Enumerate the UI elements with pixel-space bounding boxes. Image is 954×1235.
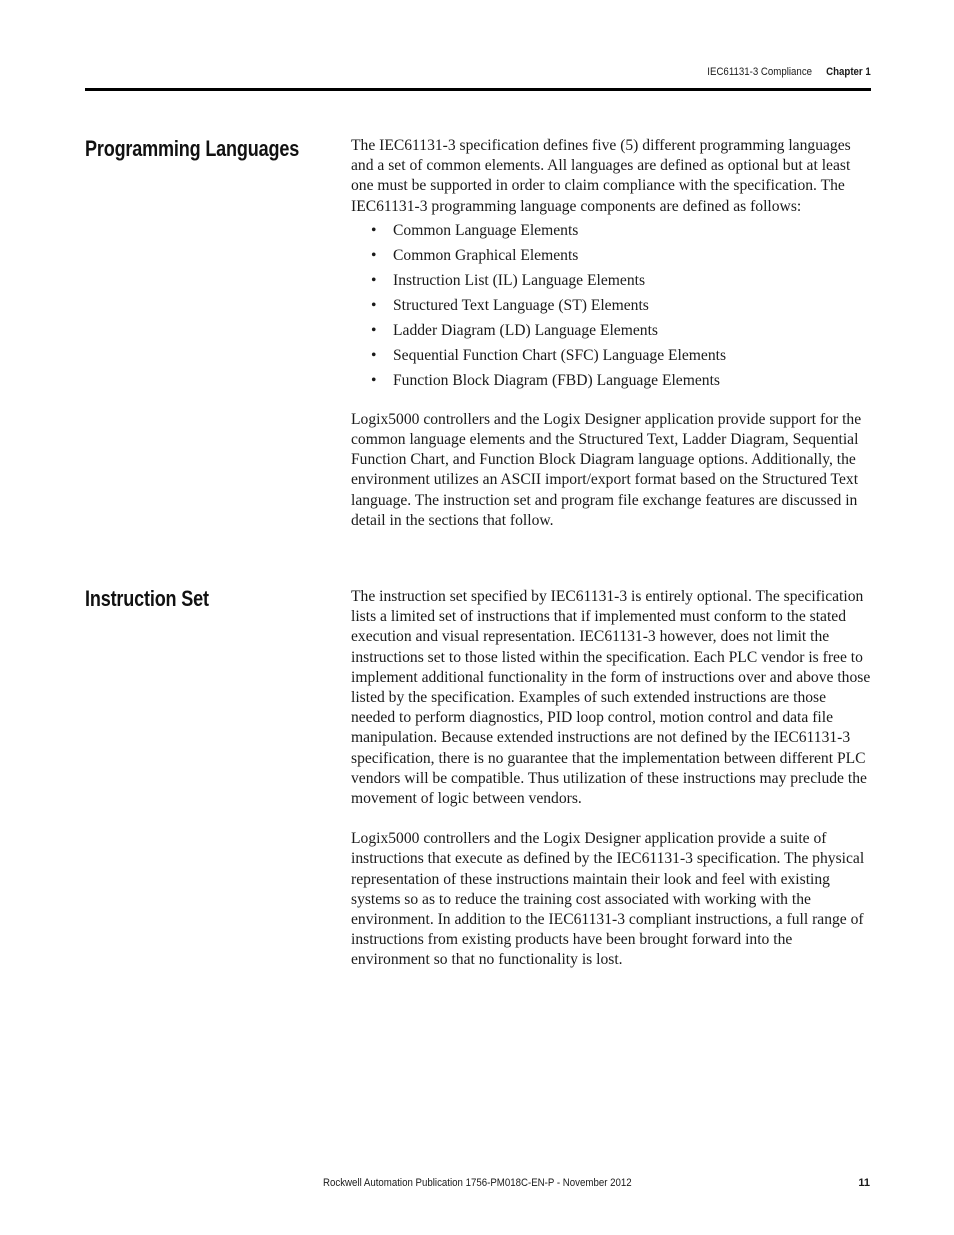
language-components-list <box>351 221 871 396</box>
programming-languages-body <box>351 136 871 531</box>
instruction-set-paragraph-1: The instruction set specified by IEC61131-3 is entirely optional. The specification lists a limited set of instructions that if implemented must conform to the stated execution and visual representation. IEC61131-3 however, does not limit the instructions set to those listed within the specification. Each PLC vendor is free to implement additional functionality in the form of instructions over and above those listed by the specification. Examples of such extended instructions are those needed to perform diagnostics, PID loop control, motion control and data file manipulation. Because extended instructions are not defined by the IEC61131-3 specification, there is no guarantee that the implementation between different PLC vendors will be compatible. Thus utilization of these instructions may preclude the movement of logic between vendors. <box>351 588 871 808</box>
page-number: 11 <box>858 1177 870 1189</box>
instruction-set-body <box>351 587 871 971</box>
list-item: • Sequential Function Chart (SFC) Language Elements <box>371 346 727 364</box>
list-item: • Instruction List (IL) Language Elements <box>371 271 646 289</box>
programming-languages-intro: The IEC61131-3 specification defines five (5) different programming languages and a set of common elements. All languages are defined as optional but at least one must be supported in order to claim compliance with the specification. The IEC61131-3 programming language components are defined as follows: <box>351 137 851 215</box>
programming-languages-support-paragraph: Logix5000 controllers and the Logix Designer application provide support for the common language elements and the Structured Text, Ladder Diagram, Sequential Function Chart, and Function Block Diagram language options. Additionally, the environment utilizes an ASCII import/export format based on the Structured Text language. The instruction set and program file exchange features are discussed in detail in the sections that follow. <box>351 410 862 529</box>
header-chapter-label: Chapter 1 <box>826 66 871 78</box>
list-item: • Structured Text Language (ST) Elements <box>371 296 649 314</box>
list-item: • Common Language Elements <box>371 221 579 239</box>
programming-languages-heading: Programming Languages <box>85 136 300 161</box>
instruction-set-paragraph-2: Logix5000 controllers and the Logix Designer application provide a suite of instructions that execute as defined by the IEC61131-3 specification. The physical representation of these instructions maintain their look and feel with existing systems so as to reduce the training cost associated with working with the environment. In addition to the IEC61131-3 compliant instructions, a full range of instructions from existing products have been brought forward into the environment so that no functionality is lost. <box>351 830 865 969</box>
list-item: • Ladder Diagram (LD) Language Elements <box>371 321 658 339</box>
publication-info: Rockwell Automation Publication 1756-PM018C-EN-P - November 2012 <box>323 1177 632 1189</box>
list-item: • Function Block Diagram (FBD) Language Elements <box>371 371 720 389</box>
running-header <box>708 66 871 78</box>
bullet-icon: • <box>371 346 377 364</box>
bullet-icon: • <box>371 321 377 339</box>
bullet-icon: • <box>371 271 377 289</box>
bullet-icon: • <box>371 371 377 389</box>
instruction-set-heading: Instruction Set <box>85 586 209 611</box>
bullet-icon: • <box>371 221 377 239</box>
bullet-icon: • <box>371 296 377 314</box>
bullet-icon: • <box>371 246 377 264</box>
header-rule <box>85 88 871 91</box>
list-item: • Common Graphical Elements <box>371 246 579 264</box>
header-section-title: IEC61131-3 Compliance <box>707 66 813 78</box>
